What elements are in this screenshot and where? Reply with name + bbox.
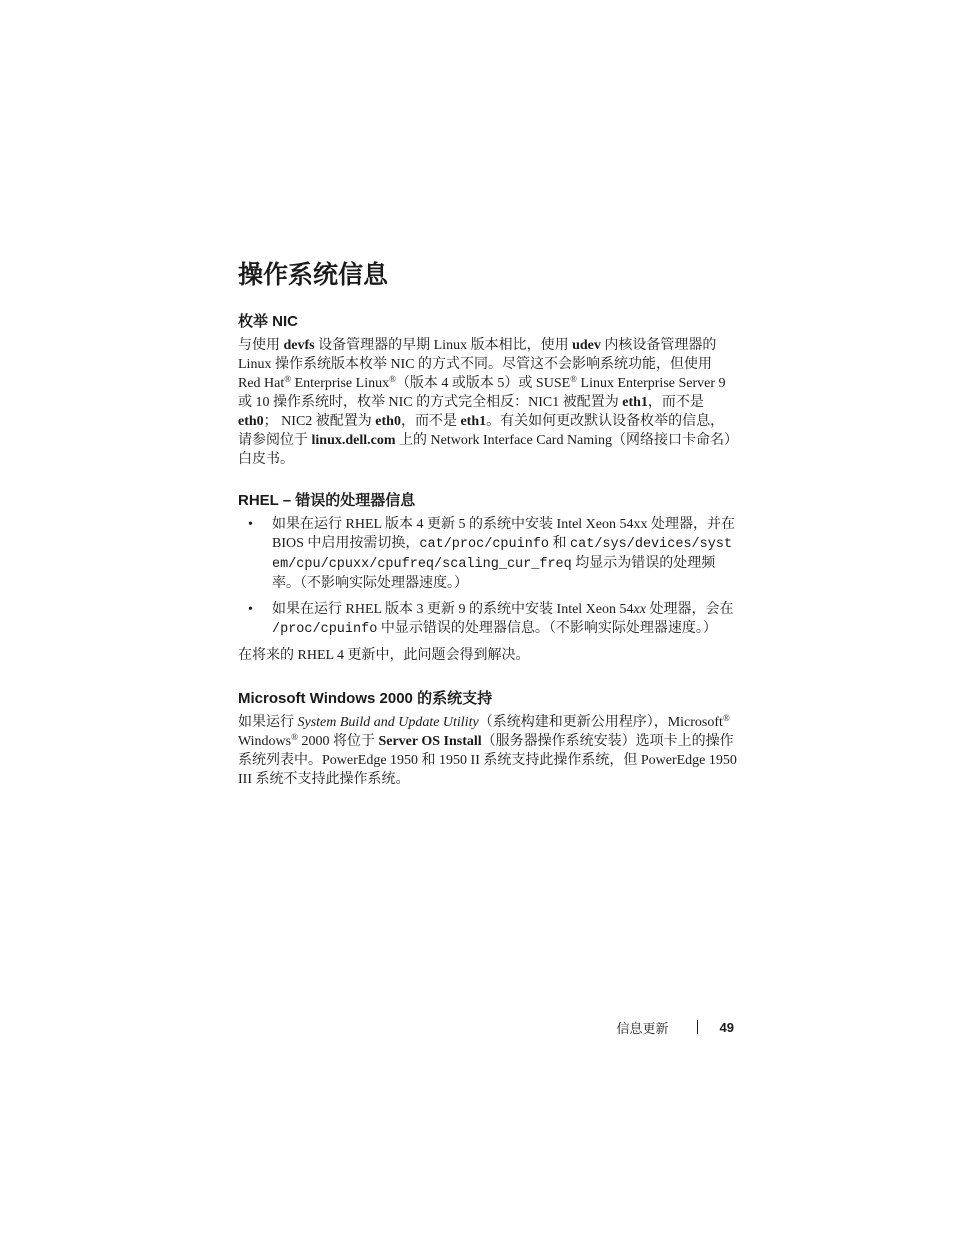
- footer-divider: [697, 1020, 698, 1034]
- bullet-icon: •: [248, 517, 253, 532]
- rhel-bullet-list: [238, 515, 738, 639]
- section-heading-windows: Microsoft Windows 2000 的系统支持: [238, 690, 493, 707]
- dell-link[interactable]: linux.dell.com: [311, 433, 396, 448]
- registered-mark: ®: [291, 732, 298, 742]
- eth0-term: eth0: [238, 414, 264, 429]
- page-title: 操作系统信息: [238, 261, 389, 289]
- utility-name: System Build and Update Utility: [297, 715, 479, 730]
- rhel-resolution-text: 在将来的 RHEL 4 更新中，此问题会得到解决。: [238, 648, 530, 663]
- code-path: cat/sys/devices/system/cpu/cpuxx/cpufreq/scaling_cur_freq: [272, 537, 733, 572]
- list-item: • 如果在运行 RHEL 版本 3 更新 9 的系统中安装 Intel Xeon 54xx 处理器，会在 /proc/cpuinfo 中显示错误的处理器信息。（不影响实际处理器速度。）: [248, 602, 734, 637]
- windows-paragraph: 如果运行 System Build and Update Utility（系统构建和更新公用程序），Microsoft® Windows® 2000 将位于 Server OS Install（服务器操作系统安装）选项卡上的操作系统列表中。PowerEdge 1950 和 1950 II 系统支持此操作系统，但 PowerEdge 1950 III 系统不支持此操作系统。: [238, 713, 737, 787]
- code-path: /proc/cpuinfo: [272, 622, 378, 637]
- nic-paragraph: 与使用 devfs 设备管理器的早期 Linux 版本相比，使用 udev 内核设备管理器的 Linux 操作系统版本枚举 NIC 的方式不同。尽管这不会影响系统功能，但使用 Red Hat® Enterprise Linux®（版本 4 或版本 5）或 SUSE® Linux Enterprise Server 9 或 10 操作系统时，枚举 NIC 的方式完全相反：NIC1 被配置为 eth1，而不是 eth0； NIC2 被配置为 eth0，而不是 eth1。有关如何更改默认设备枚举的信息，请参阅位于 linux.dell.com 上的 Network Interface Card Naming（网络接口卡命名）白皮书。: [238, 338, 732, 467]
- footer-section-title: 信息更新: [616, 1020, 669, 1036]
- section-heading-nic: 枚举 NIC: [238, 313, 299, 330]
- page-footer: [617, 1017, 734, 1037]
- registered-mark: ®: [284, 374, 292, 384]
- page-content: [238, 258, 738, 789]
- bullet-icon: •: [248, 602, 253, 617]
- eth1-term: eth1: [622, 395, 648, 410]
- devfs-term: devfs: [283, 338, 315, 353]
- section-heading-rhel: RHEL – 错误的处理器信息: [238, 492, 416, 509]
- eth0-term: eth0: [375, 414, 401, 429]
- registered-mark: ®: [722, 713, 730, 723]
- list-item: • 如果在运行 RHEL 版本 4 更新 5 的系统中安装 Intel Xeon 54xx 处理器，并在 BIOS 中启用按需切换，cat/proc/cpuinfo 和 cat/sys/devices/system/cpu/cpuxx/cpufreq/scaling_cur_freq 均显示为错误的处理频率。（不影响实际处理器速度。）: [248, 517, 736, 591]
- udev-term: udev: [572, 338, 601, 353]
- page-number: 49: [719, 1019, 734, 1035]
- server-os-install-tab: Server OS Install: [378, 734, 482, 749]
- code-path: cat/proc/cpuinfo: [419, 537, 550, 552]
- registered-mark: ®: [389, 374, 396, 384]
- registered-mark: ®: [570, 374, 578, 384]
- eth1-term: eth1: [460, 414, 487, 429]
